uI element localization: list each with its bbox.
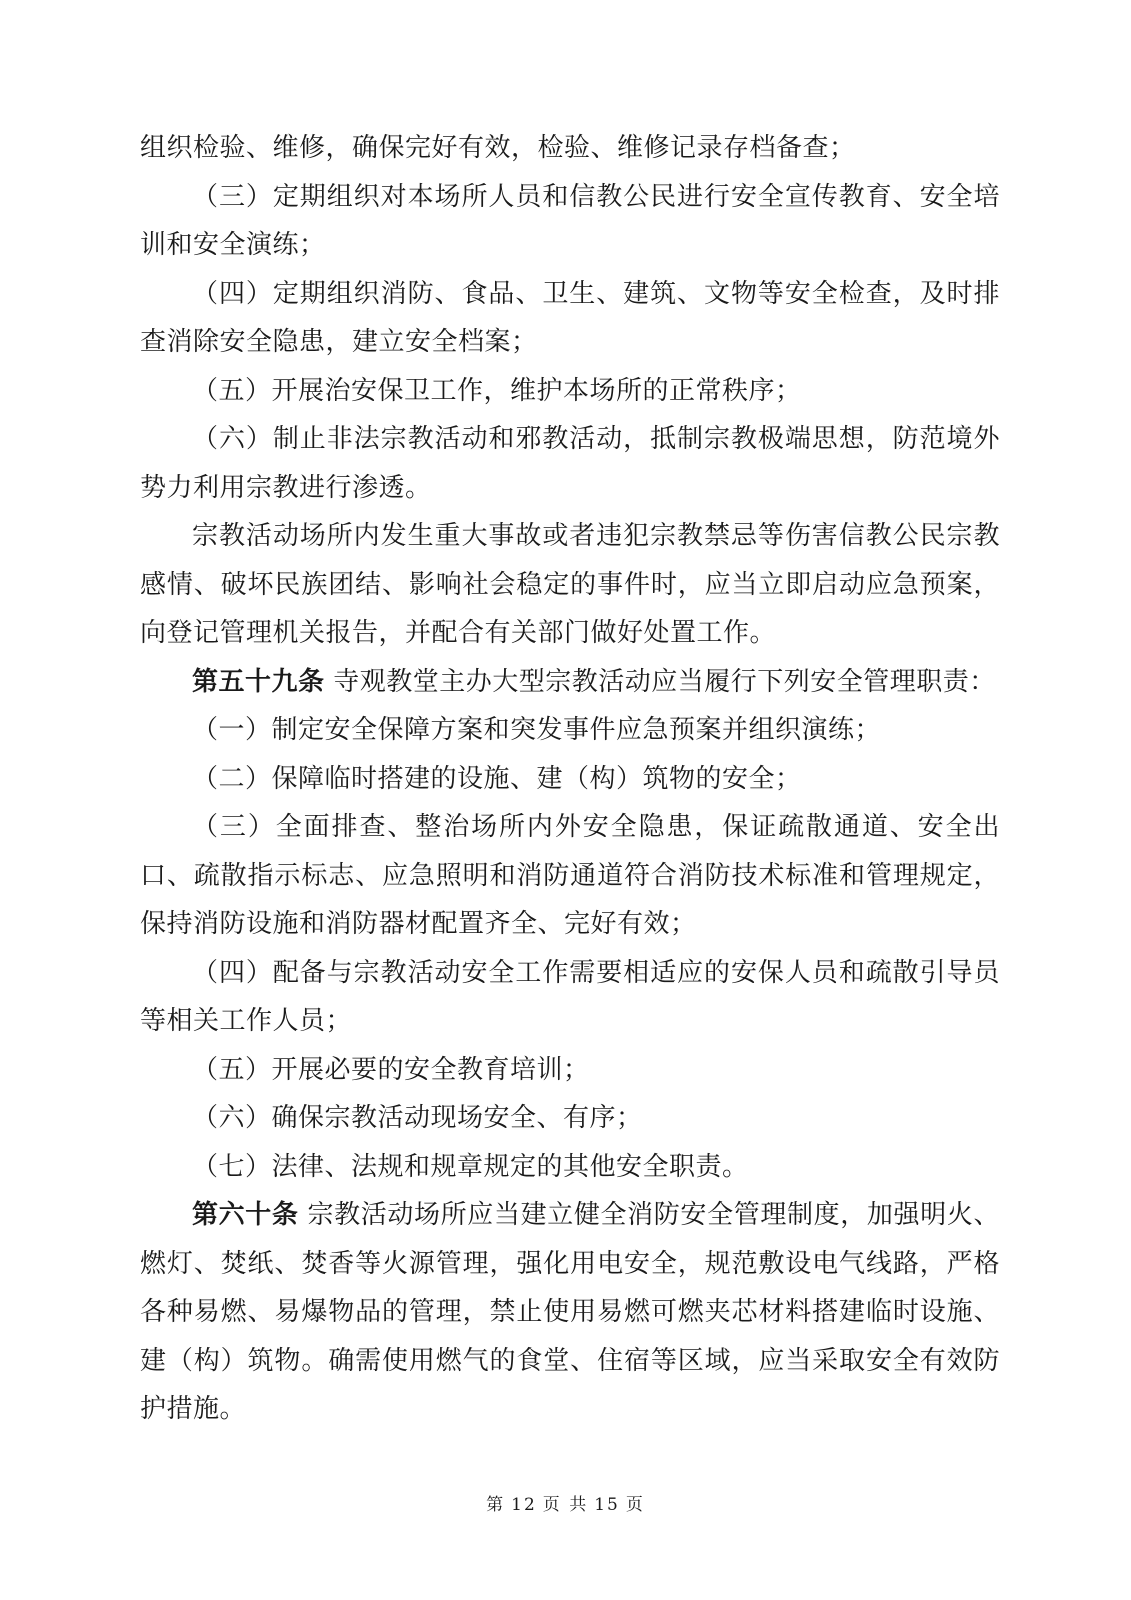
paragraph xyxy=(140,1143,1000,1192)
paragraph-text: 宗教活动场所内发生重大事故或者违犯宗教禁忌等伤害信教公民宗教感情、破坏民族团结、影响社会稳定的事件时，应当立即启动应急预案，向登记管理机关报告，并配合有关部门做好处置工作。 xyxy=(140,521,1000,648)
paragraph-text: 宗教活动场所应当建立健全消防安全管理制度，加强明火、燃灯、焚纸、焚香等火源管理，强化用电安全，规范敷设电气线路，严格各种易燃、易爆物品的管理，禁止使用易燃可燃夹芯材料搭建临时设施、建（构）筑物。确需使用燃气的食堂、住宿等区域，应当采取安全有效防护措施。 xyxy=(140,1200,1000,1424)
paragraph xyxy=(140,1046,1000,1095)
paragraph xyxy=(140,1094,1000,1143)
paragraph-text: 寺观教堂主办大型宗教活动应当履行下列安全管理职责： xyxy=(333,666,996,697)
paragraph-text: （六）确保宗教活动现场安全、有序； xyxy=(192,1103,643,1133)
paragraph xyxy=(140,270,1000,367)
paragraph-text: （一）制定安全保障方案和突发事件应急预案并组织演练； xyxy=(192,715,882,745)
paragraph xyxy=(140,367,1000,416)
paragraph-text: （六）制止非法宗教活动和邪教活动，抵制宗教极端思想，防范境外势力利用宗教进行渗透。 xyxy=(140,424,1000,503)
footer-suffix: 页 xyxy=(625,1495,645,1515)
paragraph xyxy=(140,415,1000,512)
footer-middle: 页 共 xyxy=(542,1495,589,1515)
article-59 xyxy=(140,658,1000,707)
paragraph xyxy=(140,949,1000,1046)
article-gap xyxy=(325,667,334,697)
paragraph-text: （三）全面排查、整治场所内外安全隐患，保证疏散通道、安全出口、疏散指示标志、应急照明和消防通道符合消防技术标准和管理规定，保持消防设施和消防器材配置齐全、完好有效； xyxy=(140,812,1000,939)
paragraph-text: （五）开展必要的安全教育培训； xyxy=(192,1054,590,1085)
paragraph-text: （二）保障临时搭建的设施、建（构）筑物的安全； xyxy=(192,763,802,794)
paragraph xyxy=(140,803,1000,949)
document-body xyxy=(140,124,1000,1434)
paragraph xyxy=(140,173,1000,270)
paragraph-text: （七）法律、法规和规章规定的其他安全职责。 xyxy=(192,1151,749,1182)
paragraph xyxy=(140,706,1000,755)
paragraph-text: （五）开展治安保卫工作，维护本场所的正常秩序； xyxy=(192,375,802,406)
footer-prefix: 第 xyxy=(486,1495,506,1515)
paragraph-text: （四）定期组织消防、食品、卫生、建筑、文物等安全检查，及时排查消除安全隐患，建立安全档案； xyxy=(140,278,1000,357)
paragraph xyxy=(140,124,1000,173)
article-heading: 第六十条 xyxy=(192,1200,299,1230)
footer-current-page: 12 xyxy=(511,1495,537,1515)
paragraph-text: 组织检验、维修，确保完好有效，检验、维修记录存档备查； xyxy=(140,133,856,163)
paragraph xyxy=(140,512,1000,658)
paragraph xyxy=(140,755,1000,804)
footer-total-pages: 15 xyxy=(594,1495,620,1515)
article-heading: 第五十九条 xyxy=(192,666,325,697)
page-footer xyxy=(0,1490,1131,1515)
paragraph-text: （四）配备与宗教活动安全工作需要相适应的安保人员和疏散引导员等相关工作人员； xyxy=(140,957,1000,1036)
article-60 xyxy=(140,1191,1000,1434)
paragraph-text: （三）定期组织对本场所人员和信教公民进行安全宣传教育、安全培训和安全演练； xyxy=(140,181,1000,260)
